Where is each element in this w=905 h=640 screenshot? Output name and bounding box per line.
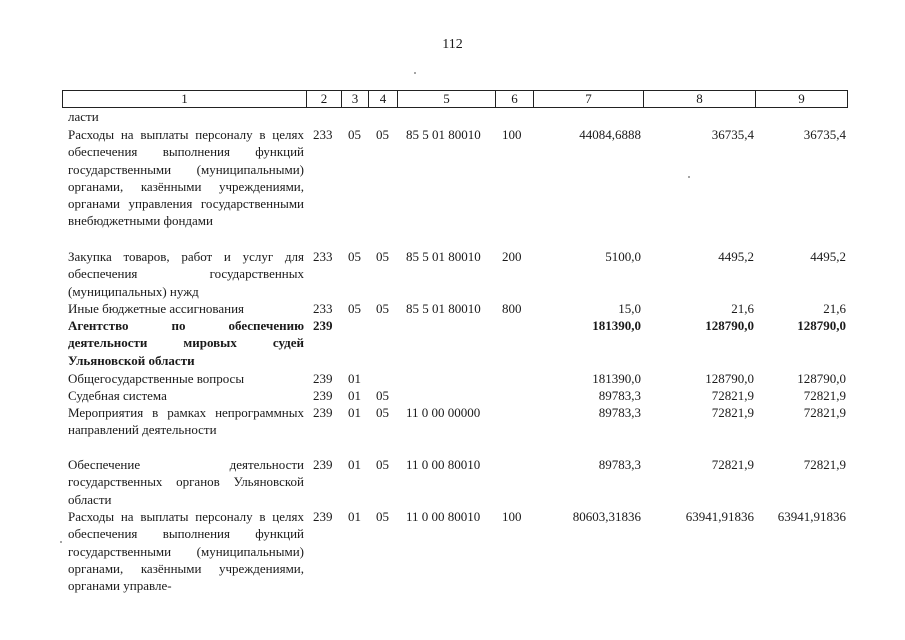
row-col-9: 36735,4 — [803, 127, 846, 142]
row-col-2: 233 — [313, 249, 333, 264]
row-col-8: 21,6 — [731, 301, 754, 316]
row-col-7: 89783,3 — [598, 388, 641, 403]
row-col-5: 11 0 00 00000 — [406, 405, 481, 420]
row-col-7: 44084,6888 — [579, 127, 641, 142]
table-header — [62, 90, 848, 108]
row-col-3: 01 — [348, 457, 361, 472]
row-col-9: 72821,9 — [803, 457, 846, 472]
row-col-2: 239 — [313, 388, 333, 403]
row-col-4: 05 — [376, 127, 389, 142]
row-col-9: 72821,9 — [803, 405, 846, 420]
row-col-4: 05 — [376, 509, 389, 524]
row-col-9: 128790,0 — [797, 371, 846, 386]
row-col-7: 5100,0 — [605, 249, 641, 264]
row-col-5: 85 5 01 80010 — [406, 249, 481, 264]
row-col-2: 239 — [313, 405, 333, 420]
row-col-9: 72821,9 — [803, 388, 846, 403]
row-col-4: 05 — [376, 405, 389, 420]
row-col-4: 05 — [376, 249, 389, 264]
row-col-8: 36735,4 — [711, 127, 754, 142]
row-name: Расходы на выплаты персоналу в целях обеспечения выполнения функций государственными (муниципальными) органами, казёнными учреждениями, органами управления государственными внебюджетными фондами — [68, 127, 304, 229]
row-col-2: 233 — [313, 301, 333, 316]
row-col-6: 800 — [502, 301, 522, 316]
header-col-7: 7 — [534, 91, 644, 107]
row-col-7: 80603,31836 — [572, 509, 641, 524]
header-col-8: 8 — [644, 91, 756, 107]
row-name: Закупка товаров, работ и услуг для обеспечения государственных (муниципальных) нужд — [68, 249, 304, 299]
row-col-7: 181390,0 — [592, 371, 641, 386]
row-col-6: 100 — [502, 127, 522, 142]
row-col-3: 01 — [348, 388, 361, 403]
row-col-9: 4495,2 — [810, 249, 846, 264]
row-col-3: 01 — [348, 405, 361, 420]
row-col-4: 05 — [376, 388, 389, 403]
row-name: Общегосударственные вопросы — [68, 371, 245, 386]
row-name: Расходы на выплаты персоналу в целях обеспечения выполнения функций государственными (муниципальными) органами, казёнными учреждениями, органами управле- — [68, 509, 304, 594]
row-col-2: 239 — [313, 509, 333, 524]
page-number: 112 — [442, 37, 463, 52]
scan-speck — [688, 176, 690, 178]
row-col-8: 63941,91836 — [685, 509, 754, 524]
row-col-4: 05 — [376, 301, 389, 316]
row-col-6: 100 — [502, 509, 522, 524]
row-col-5: 85 5 01 80010 — [406, 127, 481, 142]
row-name: ласти — [68, 109, 99, 124]
row-col-3: 01 — [348, 509, 361, 524]
row-name: Обеспечение деятельности государственных органов Ульяновской области — [68, 457, 304, 507]
row-name: Иные бюджетные ассигнования — [68, 301, 245, 316]
row-name: Судебная система — [68, 388, 167, 403]
row-col-9: 128790,0 — [797, 318, 846, 333]
header-col-9: 9 — [798, 91, 805, 106]
row-name: Агентство по обеспечению деятельности мировых судей Ульяновской области — [68, 318, 304, 368]
header-col-5: 5 — [398, 91, 496, 107]
row-col-8: 4495,2 — [718, 249, 754, 264]
row-name: Мероприятия в рамках непрограммных направлений деятельности — [68, 405, 304, 438]
header-col-6: 6 — [496, 91, 534, 107]
row-col-6: 200 — [502, 249, 522, 264]
row-col-7: 15,0 — [618, 301, 641, 316]
row-col-5: 11 0 00 80010 — [406, 509, 481, 524]
header-col-1: 1 — [63, 91, 307, 107]
header-col-3: 3 — [342, 91, 369, 107]
row-col-3: 05 — [348, 249, 361, 264]
row-col-8: 72821,9 — [711, 457, 754, 472]
row-col-9: 21,6 — [823, 301, 846, 316]
row-col-7: 89783,3 — [598, 457, 641, 472]
row-col-5: 11 0 00 80010 — [406, 457, 481, 472]
row-col-8: 128790,0 — [705, 371, 754, 386]
row-col-7: 89783,3 — [598, 405, 641, 420]
row-col-3: 05 — [348, 301, 361, 316]
row-col-3: 05 — [348, 127, 361, 142]
scan-speck — [414, 72, 416, 74]
header-col-2: 2 — [307, 91, 342, 107]
row-col-9: 63941,91836 — [777, 509, 846, 524]
row-col-2: 239 — [313, 371, 333, 386]
header-col-4: 4 — [369, 91, 398, 107]
row-col-5: 85 5 01 80010 — [406, 301, 481, 316]
row-col-2: 239 — [313, 318, 333, 333]
row-col-8: 128790,0 — [705, 318, 754, 333]
row-col-7: 181390,0 — [592, 318, 641, 333]
row-col-2: 233 — [313, 127, 333, 142]
scan-speck — [60, 541, 62, 543]
row-col-8: 72821,9 — [711, 405, 754, 420]
row-col-2: 239 — [313, 457, 333, 472]
row-col-4: 05 — [376, 457, 389, 472]
row-col-8: 72821,9 — [711, 388, 754, 403]
row-col-3: 01 — [348, 371, 361, 386]
